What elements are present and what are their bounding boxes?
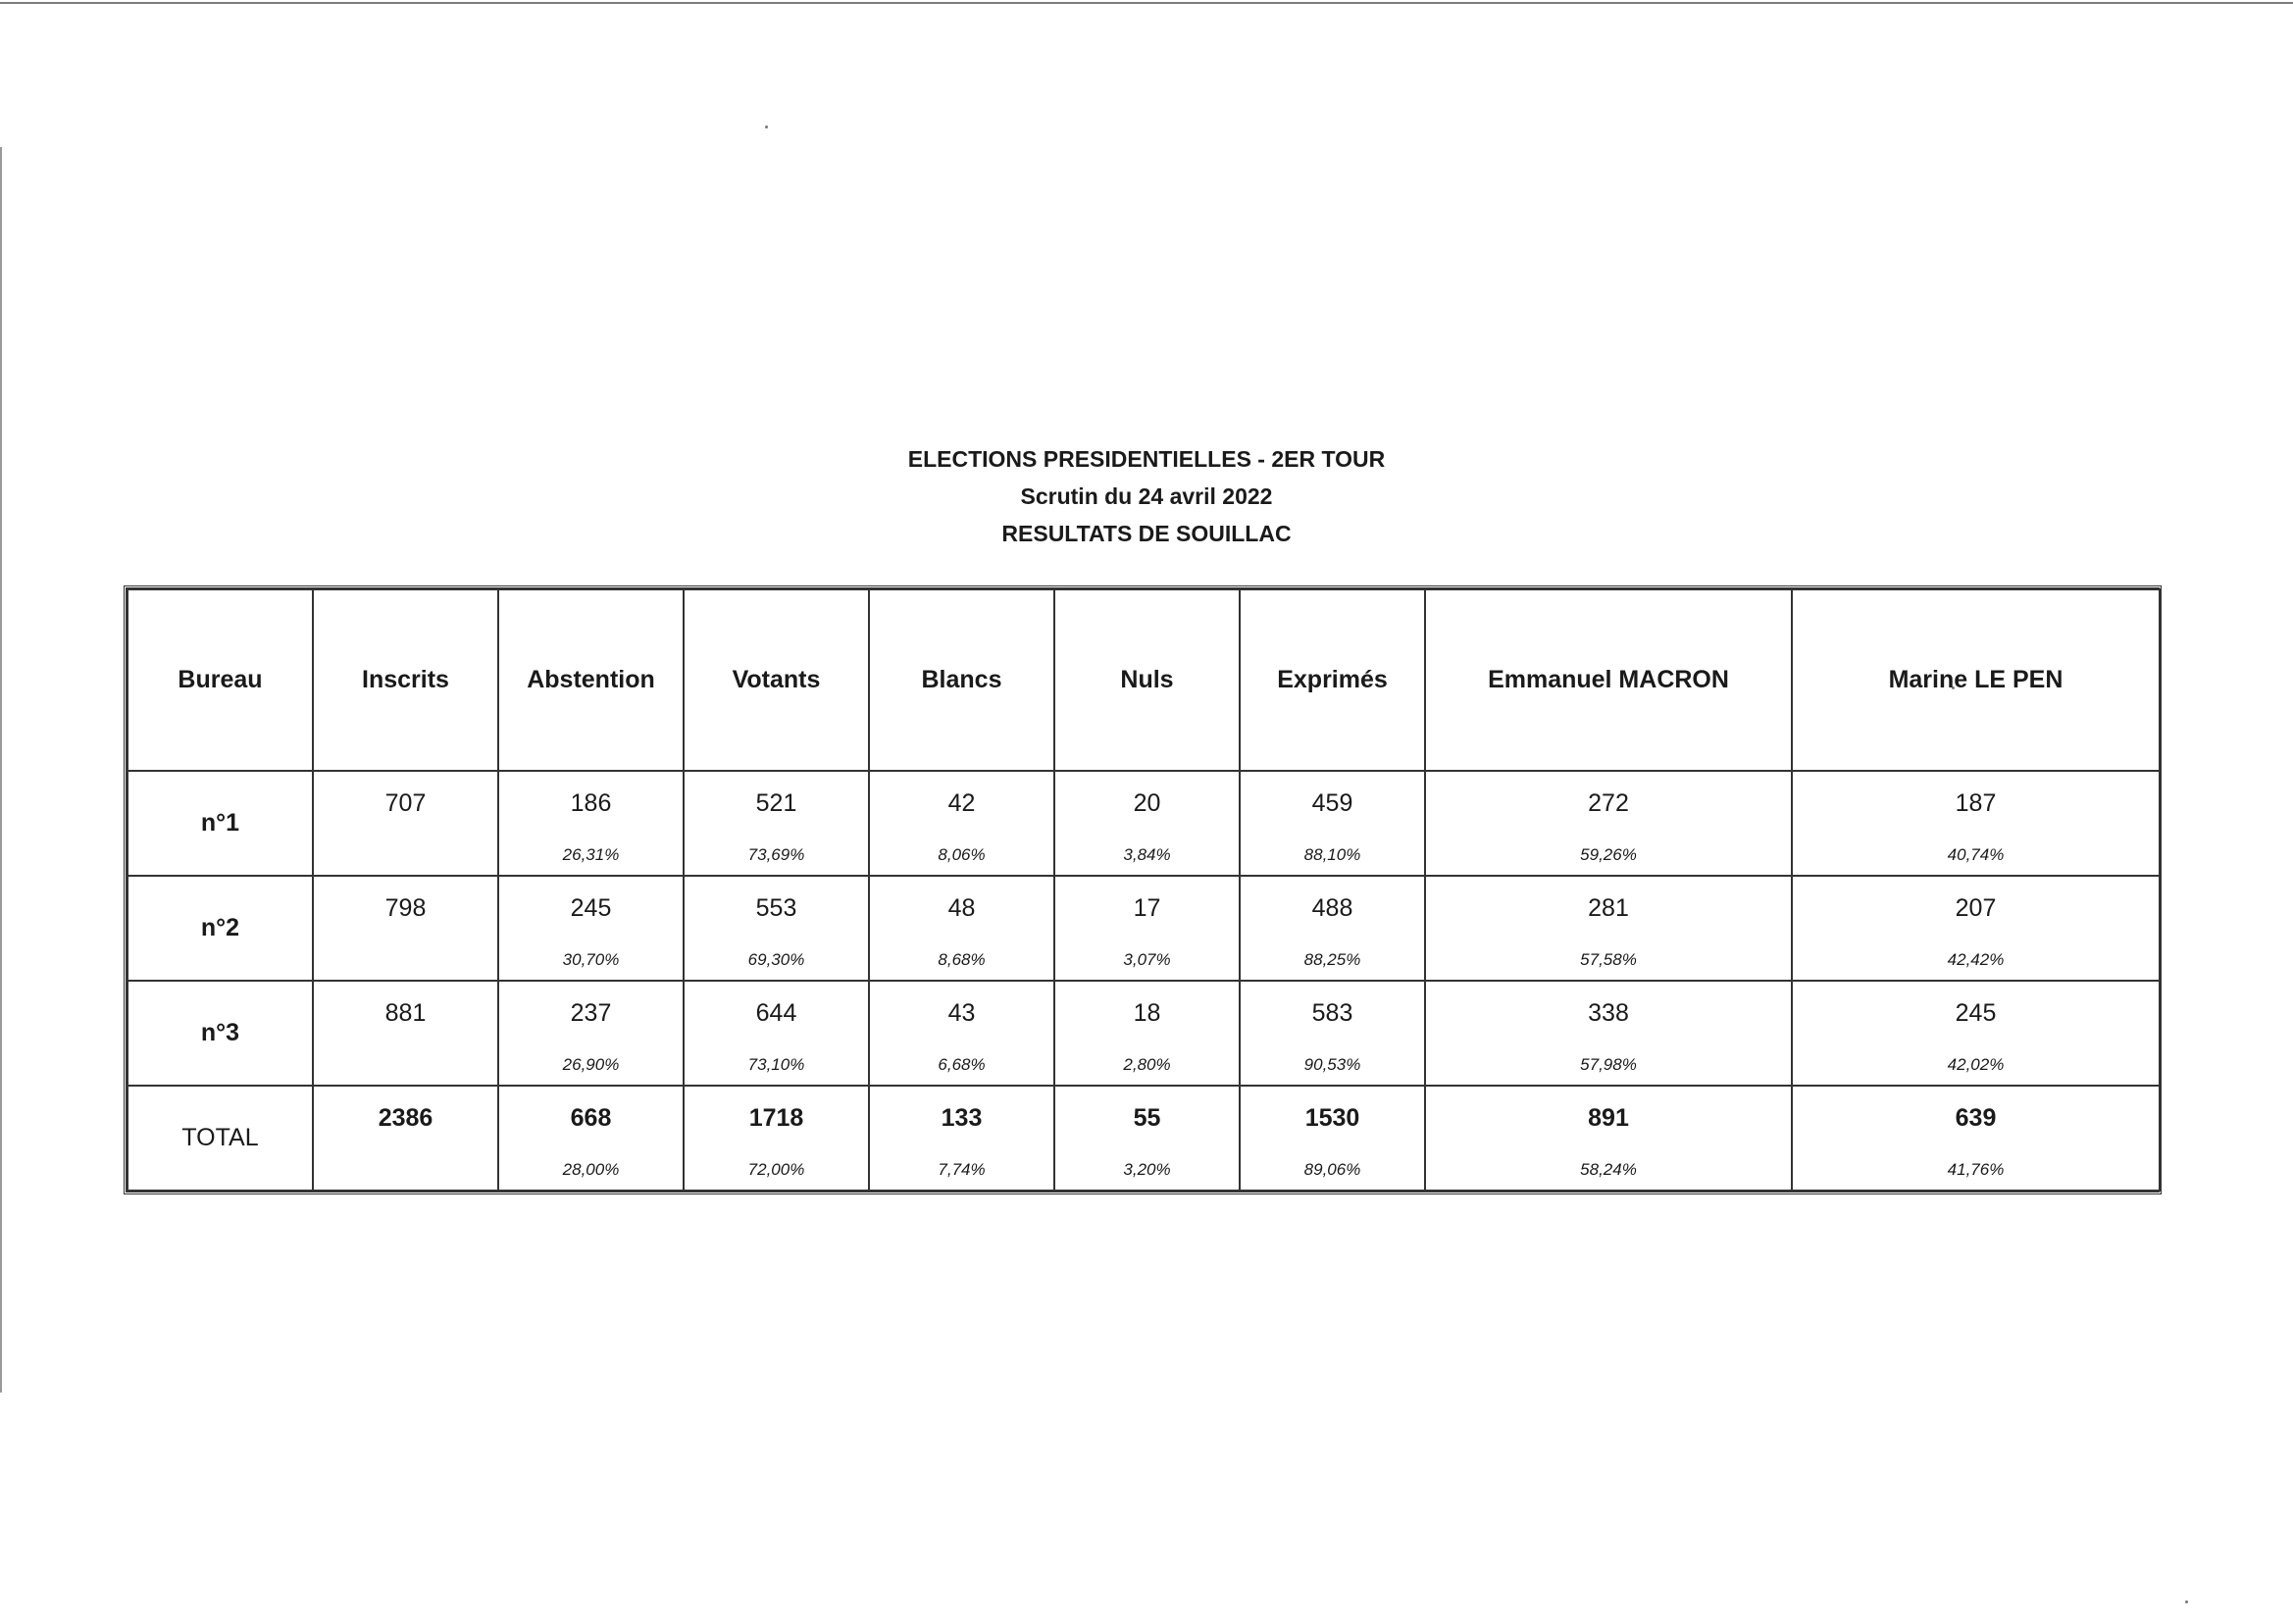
- inscrits-cell: [313, 981, 498, 1086]
- lepen-cell: [1792, 1086, 2160, 1191]
- exprimes-percent: 88,25%: [1303, 950, 1361, 969]
- scan-speck: [765, 126, 768, 128]
- votants-value: 553: [755, 894, 797, 922]
- votants-cell: [684, 1086, 869, 1191]
- total-blancs-value: 133: [941, 1104, 983, 1132]
- lepen-percent: 42,42%: [1947, 950, 2005, 969]
- scan-speck: [2185, 1600, 2188, 1603]
- abstention-cell: [498, 876, 684, 981]
- nuls-value: 20: [1133, 789, 1161, 817]
- header-row: [127, 589, 2160, 771]
- blancs-percent: 8,06%: [938, 845, 986, 864]
- total-blancs-percent: 7,74%: [938, 1160, 986, 1179]
- blancs-value: 48: [947, 894, 976, 922]
- document-subtitle-commune: RESULTATS DE SOUILLAC: [1001, 521, 1292, 546]
- nuls-cell: [1054, 981, 1240, 1086]
- column-header-exprimes: Exprimés: [1240, 589, 1425, 771]
- lepen-value: 245: [1955, 999, 1997, 1027]
- votants-cell: [684, 876, 869, 981]
- blancs-value: 42: [947, 789, 976, 817]
- votants-percent: 69,30%: [747, 950, 805, 969]
- blancs-percent: 6,68%: [938, 1055, 986, 1074]
- inscrits-value: 798: [384, 894, 427, 922]
- document-subtitle-date: Scrutin du 24 avril 2022: [1020, 483, 1273, 509]
- total-votants-value: 1718: [748, 1104, 804, 1132]
- exprimes-cell: [1240, 771, 1425, 876]
- inscrits-cell: [313, 1086, 498, 1191]
- macron-value: 272: [1588, 789, 1629, 817]
- lepen-cell: [1792, 876, 2160, 981]
- exprimes-percent: 90,53%: [1303, 1055, 1361, 1074]
- lepen-cell: [1792, 981, 2160, 1086]
- total-nuls-percent: 3,20%: [1123, 1160, 1171, 1179]
- votants-percent: 73,10%: [747, 1055, 805, 1074]
- macron-cell: [1425, 981, 1792, 1086]
- votants-value: 521: [755, 789, 797, 817]
- nuls-percent: 3,07%: [1123, 950, 1171, 969]
- nuls-value: 17: [1133, 894, 1161, 922]
- document-title: ELECTIONS PRESIDENTIELLES - 2ER TOUR: [907, 446, 1386, 472]
- votants-percent: 73,69%: [747, 845, 805, 864]
- exprimes-cell: [1240, 981, 1425, 1086]
- total-lepen-value: 639: [1955, 1104, 1997, 1132]
- total-nuls-value: 55: [1133, 1104, 1161, 1132]
- macron-cell: [1425, 771, 1792, 876]
- nuls-cell: [1054, 1086, 1240, 1191]
- column-header-nuls: Nuls: [1054, 589, 1240, 771]
- nuls-cell: [1054, 876, 1240, 981]
- blancs-cell: [869, 771, 1054, 876]
- total-abstention-value: 668: [570, 1104, 612, 1132]
- exprimes-cell: [1240, 876, 1425, 981]
- macron-cell: [1425, 1086, 1792, 1191]
- macron-cell: [1425, 876, 1792, 981]
- macron-value: 281: [1588, 894, 1629, 922]
- abstention-cell: [498, 981, 684, 1086]
- column-header-inscrits: Inscrits: [313, 589, 498, 771]
- votants-cell: [684, 771, 869, 876]
- lepen-percent: 42,02%: [1947, 1055, 2005, 1074]
- bureau-cell: n°3: [127, 981, 313, 1086]
- abstention-percent: 26,31%: [562, 845, 620, 864]
- macron-value: 338: [1588, 999, 1629, 1027]
- total-label-cell: TOTAL: [127, 1086, 313, 1191]
- total-exprimes-value: 1530: [1304, 1104, 1360, 1132]
- blancs-value: 43: [947, 999, 976, 1027]
- inscrits-cell: [313, 876, 498, 981]
- lepen-value: 207: [1955, 894, 1997, 922]
- bureau-cell: n°2: [127, 876, 313, 981]
- nuls-percent: 3,84%: [1123, 845, 1171, 864]
- abstention-percent: 30,70%: [562, 950, 620, 969]
- votants-cell: [684, 981, 869, 1086]
- table-row: [127, 981, 2160, 1086]
- bureau-cell: n°1: [127, 771, 313, 876]
- column-header-macron: Emmanuel MACRON: [1425, 589, 1792, 771]
- total-row: [127, 1086, 2160, 1191]
- exprimes-value: 488: [1311, 894, 1353, 922]
- table-row: [127, 771, 2160, 876]
- lepen-value: 187: [1955, 789, 1997, 817]
- votants-value: 644: [755, 999, 797, 1027]
- exprimes-percent: 88,10%: [1303, 845, 1361, 864]
- column-header-bureau: Bureau: [127, 589, 313, 771]
- macron-percent: 57,58%: [1580, 950, 1637, 969]
- total-votants-percent: 72,00%: [747, 1160, 805, 1179]
- inscrits-value: 881: [384, 999, 427, 1027]
- abstention-cell: [498, 771, 684, 876]
- scan-edge-top: [0, 2, 2293, 4]
- total-exprimes-percent: 89,06%: [1303, 1160, 1361, 1179]
- blancs-cell: [869, 1086, 1054, 1191]
- nuls-value: 18: [1133, 999, 1161, 1027]
- blancs-cell: [869, 876, 1054, 981]
- macron-percent: 59,26%: [1580, 845, 1637, 864]
- column-header-votants: Votants: [684, 589, 869, 771]
- total-lepen-percent: 41,76%: [1947, 1160, 2005, 1179]
- column-header-abstention: Abstention: [498, 589, 684, 771]
- total-macron-value: 891: [1588, 1104, 1629, 1132]
- inscrits-cell: [313, 771, 498, 876]
- exprimes-value: 583: [1311, 999, 1353, 1027]
- abstention-cell: [498, 1086, 684, 1191]
- total-abstention-percent: 28,00%: [562, 1160, 620, 1179]
- abstention-value: 245: [570, 894, 612, 922]
- lepen-percent: 40,74%: [1947, 845, 2005, 864]
- abstention-percent: 26,90%: [562, 1055, 620, 1074]
- total-inscrits-value: 2386: [378, 1104, 433, 1132]
- macron-percent: 57,98%: [1580, 1055, 1637, 1074]
- abstention-value: 237: [570, 999, 612, 1027]
- exprimes-value: 459: [1311, 789, 1353, 817]
- exprimes-cell: [1240, 1086, 1425, 1191]
- nuls-cell: [1054, 771, 1240, 876]
- column-header-blancs: Blancs: [869, 589, 1054, 771]
- results-table: [124, 585, 2162, 1194]
- blancs-percent: 8,68%: [938, 950, 986, 969]
- table-row: [127, 876, 2160, 981]
- column-header-lepen: Marine LE PEN: [1792, 589, 2160, 771]
- inscrits-value: 707: [384, 789, 427, 817]
- lepen-cell: [1792, 771, 2160, 876]
- blancs-cell: [869, 981, 1054, 1086]
- nuls-percent: 2,80%: [1123, 1055, 1171, 1074]
- scan-edge-left: [0, 147, 2, 1393]
- abstention-value: 186: [570, 789, 612, 817]
- total-macron-percent: 58,24%: [1580, 1160, 1637, 1179]
